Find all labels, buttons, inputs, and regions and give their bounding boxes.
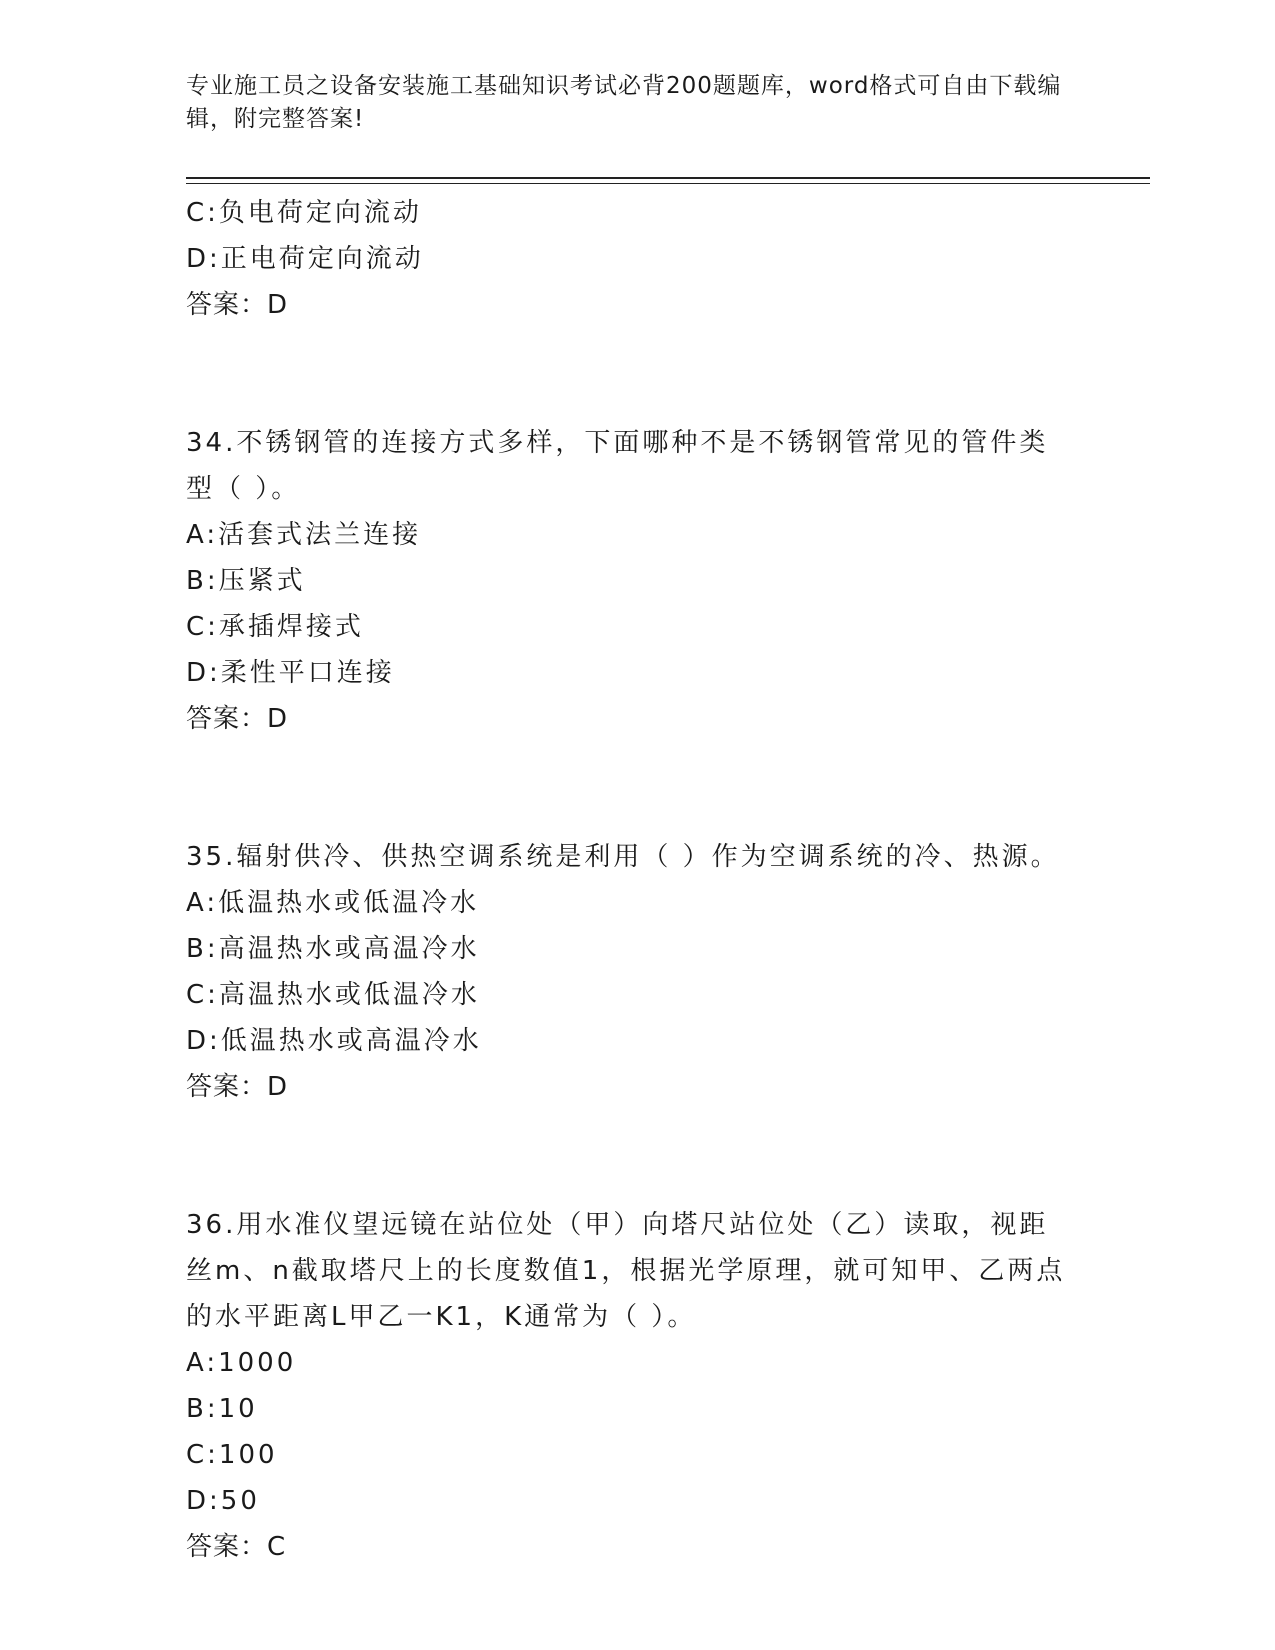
option-a: A:1000	[186, 1348, 297, 1378]
option-b: B:高温热水或高温冷水	[186, 934, 480, 964]
option-c: C:高温热水或低温冷水	[186, 980, 480, 1010]
question-35	[186, 834, 1066, 1110]
option-b: B:10	[186, 1394, 258, 1424]
option-c: C:负电荷定向流动	[186, 198, 422, 228]
question-text: 36.用水准仪望远镜在站位处（甲）向塔尺站位处（乙）读取，视距丝m、n截取塔尺上的长度数值1，根据光学原理，就可知甲、乙两点的水平距离L甲乙一K1，K通常为（ ）。	[186, 1210, 1066, 1332]
header-rule-thick	[186, 177, 1150, 179]
answer: 答案：D	[186, 290, 289, 320]
option-c: C:承插焊接式	[186, 612, 364, 642]
prev-question-tail	[186, 190, 1066, 328]
header-rule-thin	[186, 183, 1150, 184]
option-c: C:100	[186, 1440, 278, 1470]
option-a: A:活套式法兰连接	[186, 520, 422, 550]
spacer	[186, 1110, 1066, 1202]
option-d: D:低温热水或高温冷水	[186, 1026, 482, 1056]
answer: 答案：D	[186, 1072, 289, 1102]
question-text: 34.不锈钢管的连接方式多样，下面哪种不是不锈钢管常见的管件类型（ ）。	[186, 428, 1049, 504]
option-b: B:压紧式	[186, 566, 306, 596]
document-header	[186, 70, 1066, 136]
answer: 答案：C	[186, 1532, 287, 1562]
option-d: D:柔性平口连接	[186, 658, 395, 688]
spacer	[186, 742, 1066, 834]
option-d: D:50	[186, 1486, 260, 1516]
header-title: 专业施工员之设备安装施工基础知识考试必背200题题库，word格式可自由下载编辑，附完整答案!	[186, 73, 1062, 132]
option-a: A:低温热水或低温冷水	[186, 888, 480, 918]
question-text: 35.辐射供冷、供热空调系统是利用（ ）作为空调系统的冷、热源。	[186, 842, 1060, 872]
question-36	[186, 1202, 1066, 1570]
option-d: D:正电荷定向流动	[186, 244, 424, 274]
spacer	[186, 328, 1066, 420]
answer: 答案：D	[186, 704, 289, 734]
question-content	[186, 190, 1066, 1570]
question-34	[186, 420, 1066, 742]
